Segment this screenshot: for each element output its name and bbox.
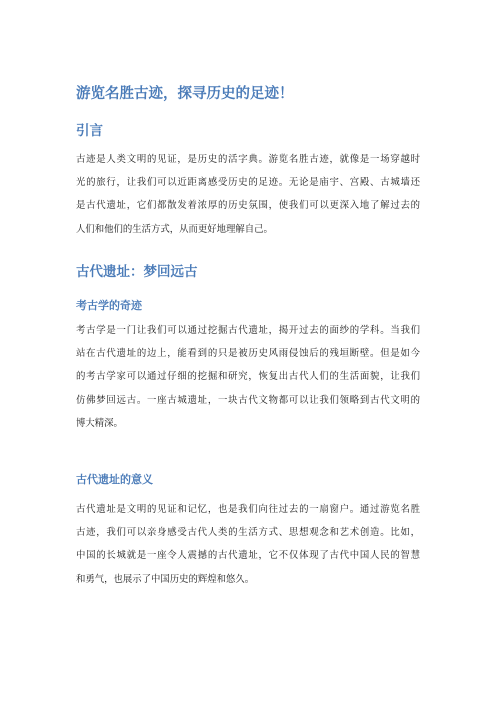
archaeology-paragraph	[76, 319, 420, 435]
paragraph-line: 中国的长城就是一座令人震撼的古代遗址，它不仅体现了古代中国人民的智慧	[76, 550, 420, 562]
intro-paragraph	[76, 148, 420, 241]
paragraph-line: 的考古学家可以通过仔细的挖掘和研究，恢复出古代人们的生活面貌，让我们	[76, 371, 420, 383]
section-heading-ancient-sites: 古代遗址：梦回远古	[76, 264, 198, 280]
significance-paragraph	[76, 498, 420, 591]
paragraph-line: 古迹，我们可以亲身感受古代人类的生活方式、思想观念和艺术创造。比如，	[76, 527, 420, 539]
paragraph-line: 古迹是人类文明的见证，是历史的活字典。游览名胜古迹，就像是一场穿越时	[76, 154, 420, 165]
paragraph-line: 和勇气，也展示了中国历史的辉煌和悠久。	[76, 573, 255, 585]
section-heading-intro: 引言	[76, 123, 103, 139]
subsection-heading-archaeology: 考古学的奇迹	[76, 299, 142, 312]
paragraph-line: 人们和他们的生活方式，从而更好地理解自己。	[76, 223, 273, 235]
paragraph-line: 是古代遗址，它们都散发着浓厚的历史氛围，使我们可以更深入地了解过去的	[76, 200, 420, 212]
paragraph-line: 站在古代遗址的边上，能看到的只是被历史风雨侵蚀后的残垣断壁。但是如今	[76, 348, 420, 360]
paragraph-line: 仿佛梦回远古。一座古城遗址，一块古代文物都可以让我们领略到古代文明的	[76, 394, 420, 406]
paragraph-line: 博大精深。	[76, 417, 123, 429]
subsection-heading-significance: 古代遗址的意义	[76, 473, 153, 486]
page-title: 游览名胜古迹，探寻历史的足迹！	[76, 86, 294, 102]
paragraph-line: 古代遗址是文明的见证和记忆，也是我们向往过去的一扇窗户。通过游览名胜	[76, 504, 420, 515]
paragraph-line: 光的旅行，让我们可以近距离感受历史的足迹。无论是庙宇、宫殿、古城墙还	[76, 177, 420, 189]
paragraph-line: 考古学是一门让我们可以通过挖掘古代遗址，揭开过去的面纱的学科。当我们	[76, 325, 420, 336]
